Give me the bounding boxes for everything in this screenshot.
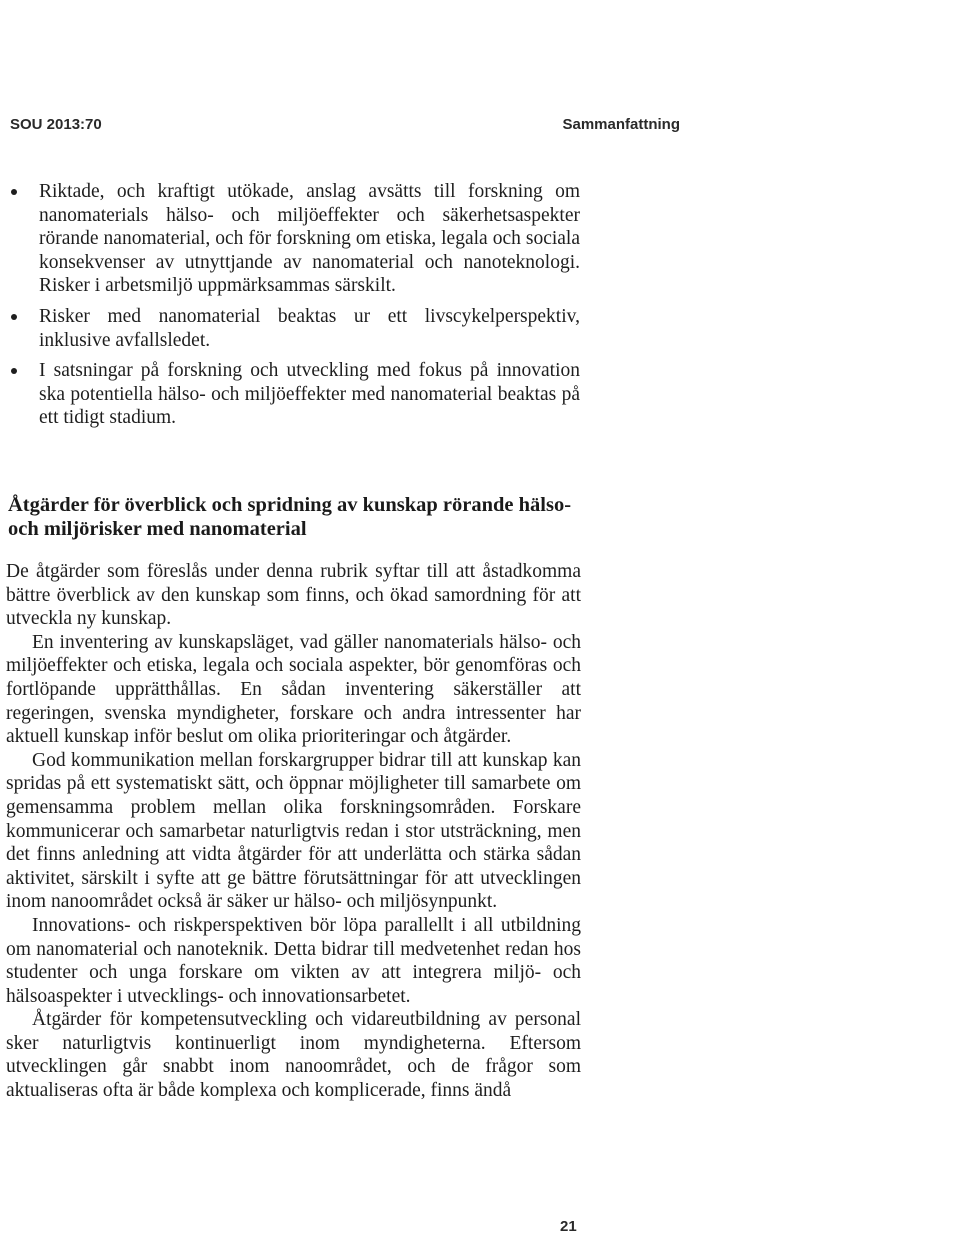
section-body <box>6 560 581 1103</box>
page-number: 21 <box>560 1218 577 1235</box>
section-heading: Åtgärder för överblick och spridning av kunskap rörande hälso- och miljörisker med nanomaterial <box>8 494 572 540</box>
bullet-item <box>10 359 580 430</box>
bullet-list <box>10 180 580 430</box>
bullet-dot-icon <box>11 368 17 374</box>
bullet-text: I satsningar på forskning och utveckling med fokus på innovation ska potentiella hälso- och miljöeffekter med nanomaterial beaktas på ett tidigt stadium. <box>39 360 580 429</box>
bullet-item <box>10 180 580 298</box>
paragraph: God kommunikation mellan forskargrupper bidrar till att kunskap kan spridas på ett systematiskt sätt, och öppnar möjligheter till samarbete om gemensamma problem mellan olika forskningsområden. Forskare kommunicerar och samarbetar naturligtvis redan i stor utsträckning, men det finns anledning att vidta åtgärder för att underlätta och stärka sådan aktivitet, särskilt i syfte att ge bättre förutsättningar för att utvecklingen inom nanoområdet också är säker ur hälso- och miljösynpunkt. <box>6 749 581 913</box>
paragraph: Innovations- och riskperspektiven bör löpa parallellt i all utbildning om nanomaterial och nanoteknik. Detta bidrar till medvetenhet redan hos studenter och unga forskare om vikten av att integrera miljö- och hälsoaspekter i utvecklings- och innovationsarbetet. <box>6 914 581 1007</box>
document-id: SOU 2013:70 <box>10 116 102 133</box>
paragraph: De åtgärder som föreslås under denna rubrik syftar till att åstadkomma bättre överblick av den kunskap som finns, och ökad samordning för att utveckla ny kunskap. <box>6 561 581 630</box>
bullet-text: Risker med nanomaterial beaktas ur ett livscykelperspektiv, inklusive avfallsledet. <box>39 305 580 351</box>
bullet-text: Riktade, och kraftigt utökade, anslag avsätts till forskning om nanomaterials hälso- och miljöeffekter och säkerhetsaspekter rörande nanomaterial, och för forskning om etiska, legala och sociala konsekvenser av utnyttjande av nanomaterial och nanoteknologi. Risker i arbetsmiljö uppmärksammas särskilt. <box>39 181 580 297</box>
bullet-dot-icon <box>11 314 17 320</box>
bullet-item <box>10 305 580 352</box>
paragraph: En inventering av kunskapsläget, vad gäller nanomaterials hälso- och miljöeffekter och etiska, legala och sociala aspekter, bör genomföras och fortlöpande upprätthållas. En sådan inventering säkerställer att regeringen, svenska myndigheter, forskare och andra intressenter har aktuell kunskap inför beslut om olika prioriteringar och åtgärder. <box>6 631 581 748</box>
paragraph: Åtgärder för kompetensutveckling och vidareutbildning av personal sker naturligtvis kontinuerligt inom myndigheterna. Eftersom utvecklingen går snabbt inom nanoområdet, och de frågor som aktualiseras ofta är både komplexa och komplicerade, finns ändå <box>6 1009 581 1102</box>
bullet-dot-icon <box>11 189 17 195</box>
chapter-title: Sammanfattning <box>562 116 680 133</box>
